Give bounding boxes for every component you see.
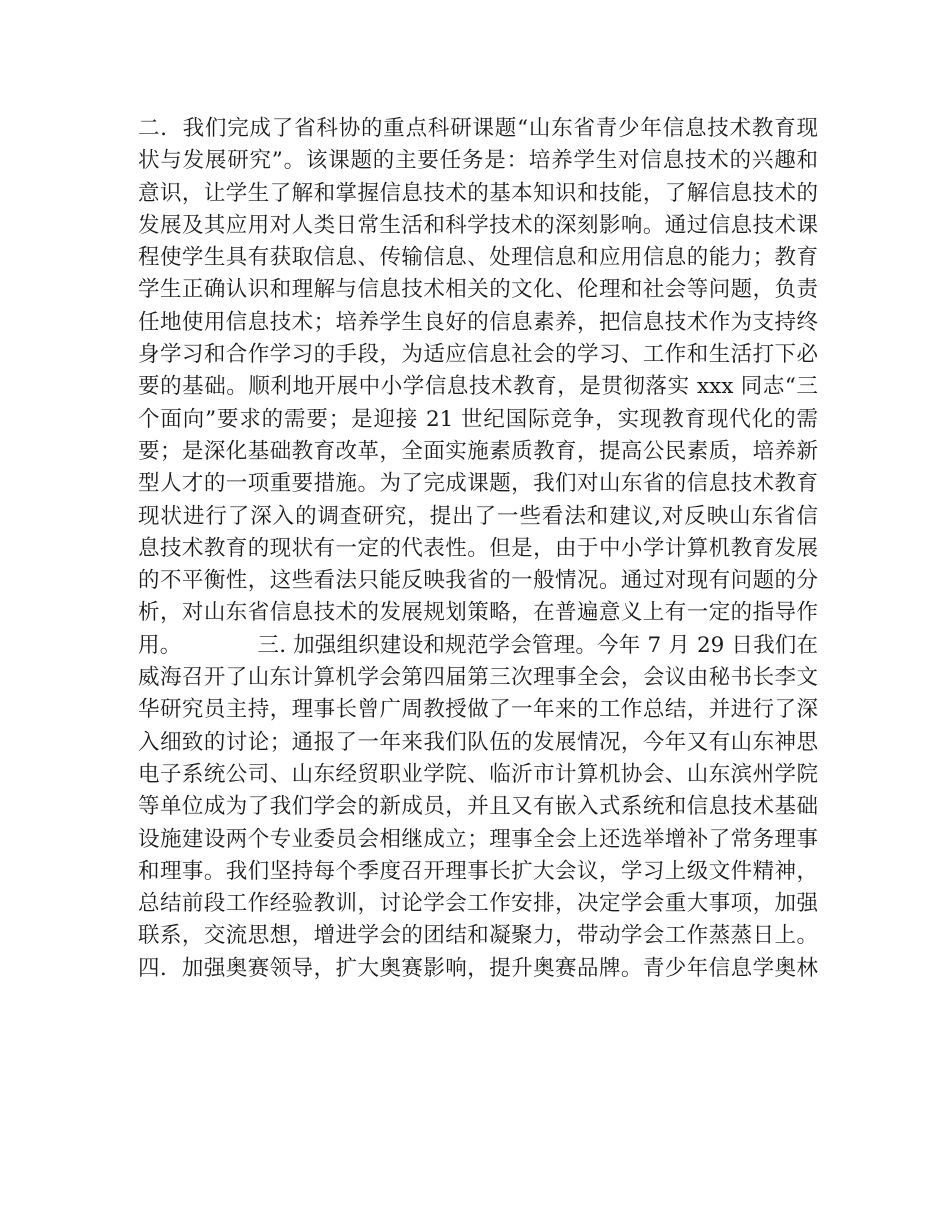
text-line: 联系，交流思想，增进学会的团结和凝聚力，带动学会工作蒸蒸日上。	[138, 923, 818, 949]
text-line: 个面向”要求的需要；是迎接 21 世纪国际竞争，实现教育现代化的需	[138, 406, 818, 432]
text-line: 析，对山东省信息技术的发展规划策略，在普遍意义上有一定的指导作	[138, 600, 818, 626]
text-line: 息技术教育的现状有一定的代表性。但是，由于中小学计算机教育发展	[138, 535, 818, 561]
text-line: 等单位成为了我们学会的新成员，并且又有嵌入式系统和信息技术基础	[138, 794, 818, 820]
text-line: 和理事。我们坚持每个季度召开理事长扩大会议，学习上级文件精神，	[138, 858, 818, 884]
body-text	[138, 113, 818, 985]
text-line: 状与发展研究”。该课题的主要任务是：培养学生对信息技术的兴趣和	[138, 148, 818, 174]
text-line: 现状进行了深入的调查研究，提出了一些看法和建议,对反映山东省信	[138, 503, 818, 529]
text-line: 学生正确认识和理解与信息技术相关的文化、伦理和社会等问题，负责	[138, 277, 818, 303]
text-line: 任地使用信息技术；培养学生良好的信息素养，把信息技术作为支持终	[138, 309, 818, 335]
text-line: 华研究员主持，理事长曾广周教授做了一年来的工作总结，并进行了深	[138, 697, 818, 723]
text-line: 四．加强奥赛领导，扩大奥赛影响，提升奥赛品牌。青少年信息学奥林	[138, 955, 818, 981]
text-line: 电子系统公司、山东经贸职业学院、临沂市计算机协会、山东滨州学院	[138, 761, 818, 787]
text-line: 身学习和合作学习的手段，为适应信息社会的学习、工作和生活打下必	[138, 342, 818, 368]
text-line: 型人才的一项重要措施。为了完成课题，我们对山东省的信息技术教育	[138, 471, 818, 497]
text-line: 入细致的讨论；通报了一年来我们队伍的发展情况，今年又有山东神思	[138, 729, 818, 755]
text-line: 用。 三. 加强组织建设和规范学会管理。今年 7 月 29 日我们在	[138, 632, 818, 658]
text-line: 发展及其应用对人类日常生活和科学技术的深刻影响。通过信息技术课	[138, 212, 818, 238]
text-line: 设施建设两个专业委员会相继成立；理事全会上还选举增补了常务理事	[138, 826, 818, 852]
text-line: 的不平衡性，这些看法只能反映我省的一般情况。通过对现有问题的分	[138, 568, 818, 594]
text-line: 意识，让学生了解和掌握信息技术的基本知识和技能，了解信息技术的	[138, 180, 818, 206]
text-line: 程使学生具有获取信息、传输信息、处理信息和应用信息的能力；教育	[138, 245, 818, 271]
text-line: 二．我们完成了省科协的重点科研课题“山东省青少年信息技术教育现	[138, 116, 818, 141]
text-line: 总结前段工作经验教训，讨论学会工作安排，决定学会重大事项，加强	[138, 891, 818, 917]
text-line: 威海召开了山东计算机学会第四届第三次理事全会，会议由秘书长李文	[138, 665, 818, 691]
text-line: 要的基础。顺利地开展中小学信息技术教育，是贯彻落实 xxx 同志“三	[138, 374, 818, 400]
text-line: 要；是深化基础教育改革，全面实施素质教育，提高公民素质，培养新	[138, 438, 818, 464]
